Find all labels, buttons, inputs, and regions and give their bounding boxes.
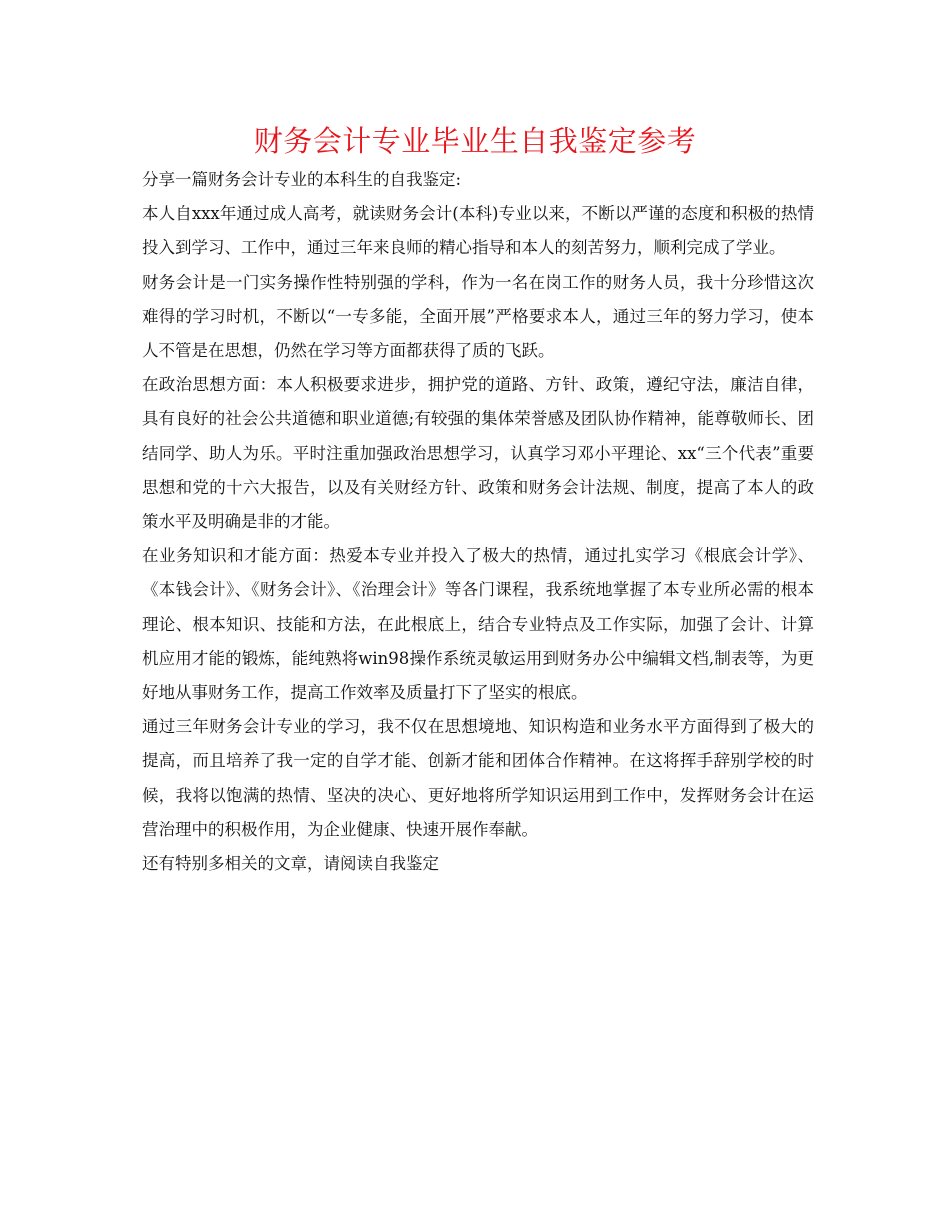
paragraph-background: 本人自xxx年通过成人高考，就读财务会计(本科)专业以来，不断以严谨的态度和积极的热情投入到学习、工作中，通过三年来良师的精心指导和本人的刻苦努力，顺利完成了学业。 xyxy=(142,204,814,258)
paragraph-political-thought: 在政治思想方面：本人积极要求进步，拥护党的道路、方针、政策，遵纪守法，廉洁自律，具有良好的社会公共道德和职业道德;有较强的集体荣誉感及团队协作精神，能尊敬师长、团结同学、助人为乐。平时注重加强政治思想学习，认真学习邓小平理论、xx“三个代表”重要思想和党的十六大报告，以及有关财经方针、政策和财务会计法规、制度，提高了本人的政策水平及明确是非的才能。 xyxy=(142,375,814,532)
paragraph-intro: 分享一篇财务会计专业的本科生的自我鉴定: xyxy=(142,170,462,189)
document-title: 财务会计专业毕业生自我鉴定参考 xyxy=(253,124,697,158)
paragraph-study-attitude: 财务会计是一门实务操作性特别强的学科，作为一名在岗工作的财务人员，我十分珍惜这次难得的学习时机，不断以“一专多能，全面开展”严格要求本人，通过三年的努力学习，使本人不管是在思想，仍然在学习等方面都获得了质的飞跃。 xyxy=(142,272,814,361)
paragraph-related-articles: 还有特别多相关的文章，请阅读自我鉴定 xyxy=(142,854,439,874)
document-body xyxy=(142,163,814,881)
paragraph-professional-skills: 在业务知识和才能方面：热爱本专业并投入了极大的热情，通过扎实学习《根底会计学》、《本钱会计》、《财务会计》、《治理会计》等各门课程，我系统地掌握了本专业所必需的根本理论、根本知识、技能和方法，在此根底上，结合专业特点及工作实际，加强了会计、计算机应用才能的锻炼，能纯熟将win98操作系统灵敏运用到财务办公中编辑文档,制表等，为更好地从事财务工作，提高工作效率及质量打下了坚实的根底。 xyxy=(142,546,814,703)
paragraph-conclusion: 通过三年财务会计专业的学习，我不仅在思想境地、知识构造和业务水平方面得到了极大的提高，而且培养了我一定的自学才能、创新才能和团体合作精神。在这将挥手辞别学校的时候，我将以饱满的热情、坚决的决心、更好地将所学知识运用到工作中，发挥财务会计在运营治理中的积极作用，为企业健康、快速开展作奉献。 xyxy=(142,717,814,839)
